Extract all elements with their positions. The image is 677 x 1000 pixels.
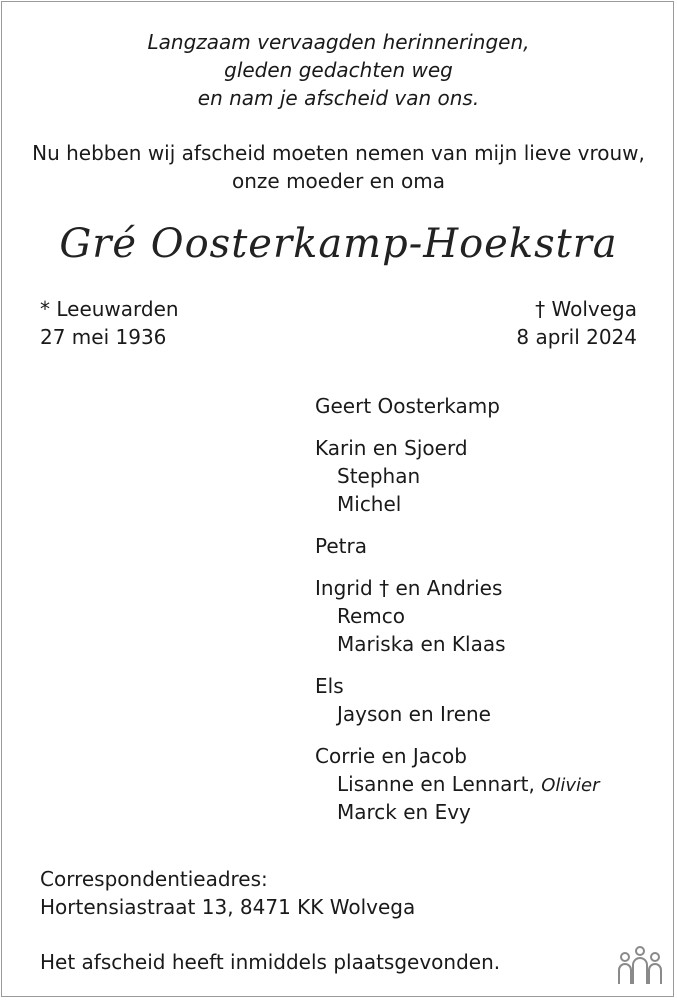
- intro-text: [0, 139, 677, 195]
- death-place: † Wolvega: [535, 297, 637, 321]
- poem-line: Langzaam vervaagden herinneringen,: [147, 30, 530, 54]
- address-value: Hortensiastraat 13, 8471 KK Wolvega: [40, 895, 416, 919]
- relative-grandchild: [315, 770, 600, 798]
- relative-grandchild: Jayson en Irene: [337, 702, 491, 726]
- death-info: [516, 295, 637, 351]
- relative-child: Corrie en Jacob: [315, 744, 467, 768]
- death-date: 8 april 2024: [516, 325, 637, 349]
- birth-info: [40, 295, 179, 351]
- intro-line: Nu hebben wij afscheid moeten nemen van mijn lieve vrouw,: [32, 141, 645, 165]
- cross-icon: †: [379, 576, 390, 600]
- relative-husband: Geert Oosterkamp: [315, 394, 500, 418]
- poem-line: gleden gedachten weg: [224, 58, 453, 82]
- relatives-list: [315, 392, 600, 826]
- relative-child: [315, 574, 600, 602]
- deceased-name: Gré Oosterkamp-Hoekstra: [59, 221, 618, 267]
- relative-name: en Andries: [389, 576, 503, 600]
- relative-child: Karin en Sjoerd: [315, 436, 468, 460]
- people-group-icon: [616, 944, 664, 986]
- relative-child: Els: [315, 674, 344, 698]
- relative-grandchild: Remco: [337, 604, 406, 628]
- birth-date: 27 mei 1936: [40, 325, 167, 349]
- relative-grandchild: Stephan: [337, 464, 421, 488]
- relative-grandchild: Mariska en Klaas: [337, 632, 506, 656]
- birth-place: * Leeuwarden: [40, 297, 179, 321]
- relative-name: Ingrid: [315, 576, 380, 600]
- closing-note: Het afscheid heeft inmiddels plaatsgevonden.: [40, 950, 501, 974]
- relative-name: Lisanne en Lennart,: [337, 772, 542, 796]
- intro-line: onze moeder en oma: [232, 169, 445, 193]
- relative-grandchild: Michel: [337, 492, 402, 516]
- address-label: Correspondentieadres:: [40, 867, 268, 891]
- poem-line: en nam je afscheid van ons.: [197, 86, 480, 110]
- great-grandchild-name: Olivier: [541, 775, 600, 796]
- relative-child: Petra: [315, 534, 367, 558]
- poem: [0, 28, 677, 112]
- relative-grandchild: Marck en Evy: [337, 800, 471, 824]
- correspondence-address: [40, 865, 415, 921]
